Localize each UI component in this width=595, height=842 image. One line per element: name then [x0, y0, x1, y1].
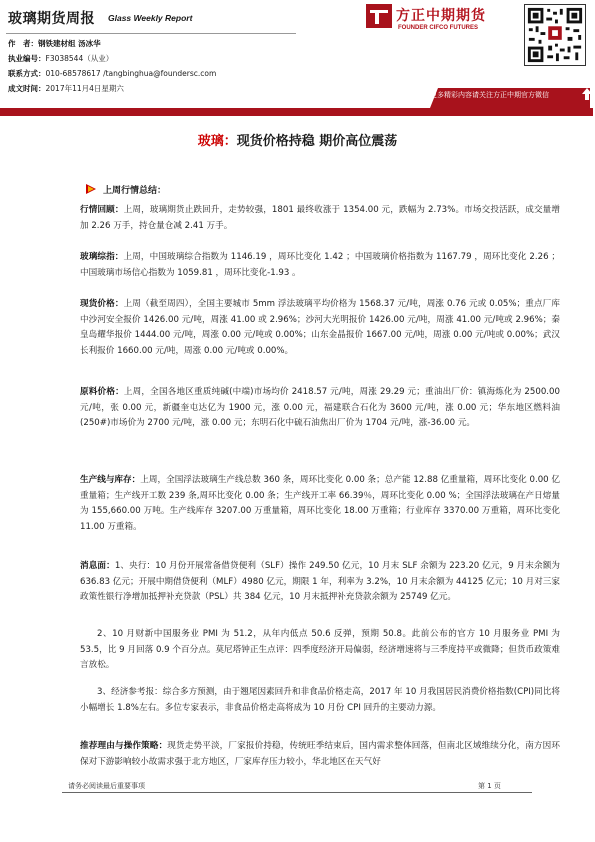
paragraph-spot-price — [80, 297, 560, 359]
footer-page-number: 第 1 页 — [478, 782, 501, 790]
paragraph-production-inventory — [80, 473, 560, 535]
paragraph-news-2 — [80, 627, 560, 674]
report-title: 玻璃期货周报 — [8, 11, 95, 27]
header-red-band — [0, 108, 593, 116]
paragraph-lead: 玻璃综指： — [80, 252, 124, 262]
wechat-follow-text[interactable]: 更多精彩内容请关注方正中期官方微信 — [430, 91, 549, 99]
author-line — [8, 39, 101, 49]
logo-text-en: FOUNDER CIFCO FUTURES — [398, 25, 478, 31]
date-label: 成文时间： — [8, 84, 46, 93]
qr-code-icon[interactable] — [524, 4, 586, 66]
paragraph-raw-material — [80, 385, 560, 432]
section-bullet-icon — [86, 184, 96, 194]
footer-divider — [62, 792, 532, 793]
contact-value: 010-68578617 /tangbinghua@foundersc.com — [45, 69, 217, 78]
paragraph-text: 现货走势平淡，厂家报价持稳，传统旺季结束后，国内需求整体回落，但南北区域维续分化，南方因环保对下游影响较小故需求强于北方地区，厂家库存压力较小，华北地区在天气好 — [80, 741, 560, 767]
paragraph-text: 上周，玻璃期货止跌回升，走势较强，1801 最终收涨于 1354.00 元，跌幅为 2.73%。市场交投活跃，成交量增加 2.26 万手，持仓量仓减 2.41 万手。 — [80, 205, 560, 231]
contact-label: 联系方式： — [8, 69, 46, 78]
title-prefix: 玻璃： — [197, 134, 237, 149]
header-divider — [6, 33, 296, 34]
paragraph-news-1 — [80, 559, 560, 606]
title-main: 现货价格持稳 期价高位震荡 — [236, 134, 398, 149]
paragraph-glass-index — [80, 250, 560, 281]
report-subtitle: Glass Weekly Report — [108, 13, 193, 23]
document-title — [0, 130, 595, 149]
date-value: 2017年11月4日星期六 — [45, 84, 124, 93]
paragraph-lead: 消息面： — [80, 561, 115, 571]
paragraph-lead: 原料价格： — [80, 387, 124, 397]
paragraph-text: 1、央行：10 月份开展常备借贷便利（SLF）操作 249.50 亿元，10 月末 SLF 余额为 223.20 亿元，9 月末余额为 636.83 亿元；开展中期借贷便利（MLF）4980 亿元，期限 1 年，利率为 3.2%，10 月末余额为 44125 亿元；10 月对三家政策性银行净增加抵押补充贷款（PSL）共 384 亿元，10 月末抵押补充贷款余额为 25749 亿元。 — [80, 561, 560, 603]
paragraph-text: 上周，全国浮法玻璃生产线总数 360 条，周环比变化 0.00 条；总产能 12.88 亿重量箱，周环比变化 0.00 亿重量箱；生产线开工数 239 条,周环比变化 0.00 条；生产线开工率 66.39％，周环比变化 0.00 %；全国浮法玻璃在产日熔量为 155,660.00 万吨。生产线库存 3207.00 万重量箱，周环比变化 18.00 万重箱；行业库存 3370.00 万重箱，周环比变化 11.00 万重箱。 — [80, 475, 560, 532]
paragraph-text: 上周（截至周四），全国主要城市 5mm 浮法玻璃平均价格为 1568.37 元/吨，周涨 0.76 元或 0.05%；重点厂库中沙河安全报价 1426.00 元/吨，周涨 41.00 或 2.96%；沙河大光明报价 1426.00 元/吨，周涨 41.00 元/吨或 2.96%；秦皇岛耀华报价 1444.00 元/吨，周涨 0.00 元/吨或 0.00%；山东金晶报价 1667.00 元/吨，周涨 0.00 元/吨或 0.00%；武汉长利报价 1660.00 元/吨，周涨 0.00 元/吨或 0.00%。 — [80, 299, 560, 356]
arrow-up-icon — [582, 88, 592, 100]
paragraph-lead: 行情回顾： — [80, 205, 124, 215]
paragraph-text: 上周，中国玻璃综合指数为 1146.19 ，周环比变化 1.42 ；中国玻璃价格指数为 1167.79 ，周环比变化 2.26 ；中国玻璃市场信心指数为 1059.81 ，周环比变化-1.93 。 — [80, 252, 560, 278]
paragraph-lead: 推荐理由与操作策略： — [80, 741, 168, 751]
paragraph-text: 3、经济参考报：综合多方预测，由于翘尾因素回升和非食品价格走高，2017 年 10 月我国居民消费价格指数(CPI)同比将小幅增长 1.8%左右。多位专家表示，非食品价格走高将成为 10 月份 CPI 回升的主要动力源。 — [80, 687, 560, 713]
contact-line — [8, 69, 216, 79]
paragraph-market-review — [80, 203, 560, 234]
author-label: 作 者： — [8, 39, 38, 48]
founder-logo-icon — [366, 4, 392, 28]
paragraph-text: 上周，全国各地区重质纯碱(中端)市场均价 2418.57 元/吨，周涨 29.29 元；重油出厂价：镇海炼化为 2500.00 元/吨，张 0.00 元，新疆奎屯达亿为 1900 元，涨 0.00 元，福建联合石化为 3600 元/吨，涨 0.00 元；华东地区燃料油(250#)市场价为 2700 元/吨，涨 0.00 元；东明石化中硫石油焦出厂价为 1704 元/吨，涨-36.00 元。 — [80, 387, 560, 429]
license-line — [8, 54, 113, 64]
paragraph-lead: 生产线与库存： — [80, 475, 141, 485]
paragraph-strategy — [80, 739, 560, 785]
footer-disclaimer: 请务必阅读最后重要事项 — [68, 782, 145, 790]
paragraph-lead: 现货价格： — [80, 299, 124, 309]
license-value: F3038544（从业） — [45, 54, 114, 63]
date-line — [8, 84, 124, 94]
author-value: 钢铁建材组 汤冰华 — [38, 39, 101, 48]
paragraph-text: 2、10 月财新中国服务业 PMI 为 51.2，从年内低点 50.6 反弹，预期 50.8。此前公布的官方 10 月服务业 PMI 为 53.5，比 9 月回落 0.9 个百分点。莫尼塔钟正生点评：四季度经济开局偏弱，经济增速将与三季度持平或微降；但货币政策难言放松。 — [80, 629, 560, 671]
logo-text-cn: 方正中期期货 — [396, 8, 486, 24]
license-label: 执业编号： — [8, 54, 46, 63]
paragraph-news-3 — [80, 685, 560, 716]
section-heading: 上周行情总结： — [103, 186, 167, 196]
